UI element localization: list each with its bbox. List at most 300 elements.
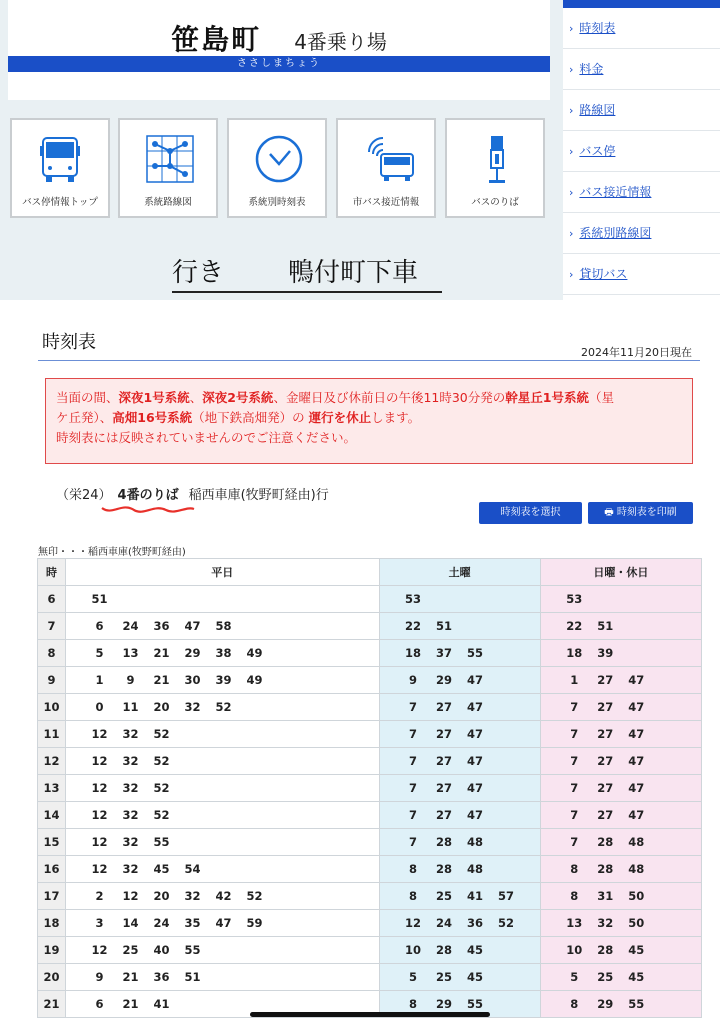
saturday-minutes-cell [379, 694, 540, 721]
clock-icon [254, 134, 304, 186]
notice-route: 幹星丘1号系統 [505, 390, 589, 405]
weekday-minutes-cell [66, 829, 379, 856]
menu-item-label: 時刻表 [579, 21, 616, 35]
departure-minute: 8 [408, 862, 417, 876]
departure-minute: 27 [597, 700, 614, 714]
departure-minute: 12 [91, 808, 108, 822]
legend-note: 無印・・・稲西車庫(牧野町経由) [38, 547, 186, 558]
departure-minute: 51 [435, 619, 452, 633]
departure-minute: 55 [628, 997, 645, 1011]
printer-icon: 🖶 [604, 507, 617, 518]
saturday-minutes-cell [379, 640, 540, 667]
departure-minute: 25 [435, 889, 452, 903]
print-timetable-button[interactable] [588, 502, 693, 524]
tile-label: 市バス接近情報 [352, 197, 420, 208]
menu-item-label: 貸切バス [579, 267, 628, 281]
departure-minute: 52 [153, 727, 170, 741]
departure-minute: 6 [95, 619, 104, 633]
departure-minute: 50 [628, 889, 645, 903]
departure-minute: 40 [153, 943, 170, 957]
menu-item-route-map[interactable] [563, 90, 720, 131]
departure-minute: 47 [466, 754, 483, 768]
departure-minute: 20 [153, 700, 170, 714]
bus-front-icon [37, 134, 83, 186]
departure-minute: 12 [404, 916, 421, 930]
bus-approach-icon [363, 134, 419, 186]
departure-minute: 7 [408, 754, 417, 768]
holiday-minutes-cell [540, 856, 701, 883]
departure-minute: 22 [566, 619, 583, 633]
route-code: （栄24） [56, 488, 112, 503]
departure-minute: 54 [184, 862, 201, 876]
departure-minute: 28 [435, 943, 452, 957]
notice-emphasis: 運行を休止 [308, 410, 372, 425]
chevron-right-icon: › [569, 145, 574, 158]
departure-minute: 32 [597, 916, 614, 930]
weekday-minutes-cell [66, 775, 379, 802]
departure-minute: 45 [466, 970, 483, 984]
departure-minute: 32 [184, 889, 201, 903]
departure-minute: 32 [122, 835, 139, 849]
departure-minute: 41 [153, 997, 170, 1011]
hour-cell: 6 [38, 586, 66, 613]
chevron-right-icon: › [569, 186, 574, 199]
departure-minute: 52 [497, 916, 514, 930]
departure-minute: 48 [628, 862, 645, 876]
table-row [38, 775, 702, 802]
chevron-right-icon: › [569, 268, 574, 281]
holiday-minutes-cell [540, 667, 701, 694]
departure-minute: 48 [466, 835, 483, 849]
departure-minute: 29 [597, 997, 614, 1011]
departure-minute: 39 [215, 673, 232, 687]
holiday-minutes-cell [540, 991, 701, 1018]
departure-minute: 53 [566, 592, 583, 606]
hour-cell: 17 [38, 883, 66, 910]
table-row [38, 856, 702, 883]
saturday-minutes-cell [379, 937, 540, 964]
departure-minute: 48 [466, 862, 483, 876]
departure-minute: 55 [184, 943, 201, 957]
departure-minute: 8 [408, 889, 417, 903]
departure-minute: 12 [91, 727, 108, 741]
departure-minute: 12 [122, 889, 139, 903]
departure-minute: 12 [91, 754, 108, 768]
table-row [38, 721, 702, 748]
departure-minute: 38 [215, 646, 232, 660]
departure-minute: 47 [628, 700, 645, 714]
departure-minute: 12 [91, 862, 108, 876]
hour-cell: 10 [38, 694, 66, 721]
departure-minute: 7 [408, 727, 417, 741]
departure-minute: 7 [408, 781, 417, 795]
holiday-minutes-cell [540, 964, 701, 991]
chevron-right-icon: › [569, 104, 574, 117]
notice-route: 深夜1号系統 [118, 390, 190, 405]
departure-minute: 47 [466, 727, 483, 741]
weekday-minutes-cell [66, 721, 379, 748]
departure-minute: 2 [95, 889, 104, 903]
table-row [38, 829, 702, 856]
hour-cell: 14 [38, 802, 66, 829]
departure-minute: 7 [570, 754, 579, 768]
hour-cell: 12 [38, 748, 66, 775]
menu-item-label: 路線図 [579, 103, 616, 117]
departure-minute: 27 [435, 754, 452, 768]
table-row [38, 613, 702, 640]
departure-minute: 27 [597, 727, 614, 741]
departure-minute: 21 [153, 646, 170, 660]
departure-minute: 21 [122, 970, 139, 984]
departure-minute: 9 [95, 970, 104, 984]
departure-minute: 27 [435, 808, 452, 822]
departure-minute: 51 [597, 619, 614, 633]
holiday-minutes-cell [540, 721, 701, 748]
departure-minute: 1 [95, 673, 104, 687]
departure-minute: 27 [435, 727, 452, 741]
weekday-minutes-cell [66, 667, 379, 694]
menu-item-label: 料金 [579, 62, 604, 76]
departure-minute: 7 [408, 808, 417, 822]
holiday-header: 日曜・休日 [540, 559, 701, 586]
departure-minute: 10 [404, 943, 421, 957]
weekday-minutes-cell [66, 964, 379, 991]
departure-minute: 31 [597, 889, 614, 903]
departure-minute: 51 [91, 592, 108, 606]
departure-minute: 36 [153, 619, 170, 633]
departure-minute: 51 [184, 970, 201, 984]
departure-minute: 6 [95, 997, 104, 1011]
holiday-minutes-cell [540, 910, 701, 937]
departure-minute: 25 [597, 970, 614, 984]
departure-minute: 27 [597, 781, 614, 795]
hour-cell: 13 [38, 775, 66, 802]
saturday-minutes-cell [379, 586, 540, 613]
departure-minute: 45 [466, 943, 483, 957]
departure-minute: 28 [597, 862, 614, 876]
saturday-header: 土曜 [379, 559, 540, 586]
holiday-minutes-cell [540, 775, 701, 802]
departure-minute: 42 [215, 889, 232, 903]
saturday-minutes-cell [379, 856, 540, 883]
tile-line-timetable[interactable] [227, 118, 327, 218]
select-timetable-button[interactable]: 時刻表を選択 [479, 502, 582, 524]
home-indicator [250, 1012, 490, 1017]
departure-minute: 5 [408, 970, 417, 984]
menu-item-label: 系統別路線図 [579, 226, 652, 240]
tile-label: 系統路線図 [144, 197, 192, 208]
holiday-minutes-cell [540, 694, 701, 721]
departure-minute: 47 [466, 781, 483, 795]
departure-minute: 30 [184, 673, 201, 687]
departure-minute: 22 [404, 619, 421, 633]
departure-minute: 14 [122, 916, 139, 930]
stop-name: 笹島町 [171, 23, 262, 56]
holiday-minutes-cell [540, 829, 701, 856]
route-map-icon [145, 134, 195, 186]
weekday-minutes-cell [66, 613, 379, 640]
departure-minute: 11 [122, 700, 139, 714]
notice-text: 、 [189, 390, 203, 405]
saturday-minutes-cell [379, 613, 540, 640]
route-platform: 4番のりば [117, 488, 179, 503]
departure-minute: 27 [597, 754, 614, 768]
hour-cell: 9 [38, 667, 66, 694]
holiday-minutes-cell [540, 802, 701, 829]
departure-minute: 7 [408, 700, 417, 714]
departure-minute: 24 [153, 916, 170, 930]
departure-minute: 45 [153, 862, 170, 876]
departure-minute: 24 [122, 619, 139, 633]
departure-minute: 9 [408, 673, 417, 687]
side-menu [563, 0, 720, 300]
departure-minute: 47 [628, 808, 645, 822]
holiday-minutes-cell [540, 586, 701, 613]
departure-minute: 47 [628, 781, 645, 795]
bus-pole-icon [472, 134, 522, 186]
tile-bus-platform[interactable] [445, 118, 545, 218]
saturday-minutes-cell [379, 775, 540, 802]
departure-minute: 47 [628, 673, 645, 687]
hour-cell: 15 [38, 829, 66, 856]
departure-minute: 13 [566, 916, 583, 930]
departure-minute: 52 [153, 808, 170, 822]
departure-minute: 18 [566, 646, 583, 660]
departure-minute: 27 [435, 781, 452, 795]
departure-minute: 27 [597, 673, 614, 687]
departure-minute: 47 [215, 916, 232, 930]
departure-minute: 20 [153, 889, 170, 903]
menu-item-charter-bus[interactable] [563, 254, 720, 295]
departure-minute: 12 [91, 835, 108, 849]
departure-minute: 37 [435, 646, 452, 660]
alight-stop: 鴨付町下車 [288, 258, 419, 288]
departure-minute: 24 [435, 916, 452, 930]
weekday-minutes-cell [66, 910, 379, 937]
departure-minute: 32 [122, 727, 139, 741]
notice-text: 時刻表には反映されていませんのでご注意ください。 [56, 430, 357, 445]
departure-minute: 8 [570, 889, 579, 903]
tile-bus-stop-top[interactable] [10, 118, 110, 218]
departure-minute: 7 [570, 781, 579, 795]
departure-minute: 7 [570, 835, 579, 849]
notice-text: します。 [371, 410, 421, 425]
departure-minute: 53 [404, 592, 421, 606]
table-row [38, 640, 702, 667]
departure-minute: 47 [628, 754, 645, 768]
table-row [38, 586, 702, 613]
weekday-minutes-cell [66, 883, 379, 910]
departure-minute: 8 [570, 862, 579, 876]
departure-minute: 47 [466, 673, 483, 687]
departure-minute: 8 [570, 997, 579, 1011]
hour-cell: 20 [38, 964, 66, 991]
tile-bus-approach[interactable] [336, 118, 436, 218]
saturday-minutes-cell [379, 748, 540, 775]
departure-minute: 57 [497, 889, 514, 903]
hour-header: 時 [38, 559, 66, 586]
weekday-minutes-cell [66, 748, 379, 775]
departure-minute: 7 [570, 700, 579, 714]
hour-cell: 18 [38, 910, 66, 937]
table-row [38, 883, 702, 910]
print-button-label: 時刻表を印刷 [616, 507, 677, 518]
menu-top-bar [563, 0, 720, 8]
saturday-minutes-cell [379, 910, 540, 937]
departure-minute: 45 [628, 943, 645, 957]
hour-cell: 19 [38, 937, 66, 964]
departure-minute: 7 [570, 808, 579, 822]
notice-route: 深夜2号系統 [202, 390, 274, 405]
weekday-minutes-cell [66, 937, 379, 964]
departure-minute: 7 [570, 727, 579, 741]
weekday-minutes-cell [66, 586, 379, 613]
table-row [38, 937, 702, 964]
departure-minute: 32 [184, 700, 201, 714]
departure-minute: 47 [466, 808, 483, 822]
weekday-header: 平日 [66, 559, 379, 586]
tile-label: 系統別時刻表 [248, 197, 306, 208]
divider [38, 360, 700, 361]
departure-minute: 10 [566, 943, 583, 957]
table-row [38, 667, 702, 694]
departure-minute: 50 [628, 916, 645, 930]
tile-label: バス停情報トップ [22, 197, 98, 208]
table-row [38, 910, 702, 937]
red-underline-annotation [100, 500, 196, 516]
timetable-table [37, 558, 702, 1018]
menu-item-line-route-map[interactable] [563, 213, 720, 254]
menu-item-timetable[interactable] [563, 8, 720, 49]
tile-route-map[interactable] [118, 118, 218, 218]
saturday-minutes-cell [379, 667, 540, 694]
departure-minute: 35 [184, 916, 201, 930]
departure-minute: 28 [435, 862, 452, 876]
table-row [38, 694, 702, 721]
departure-minute: 18 [404, 646, 421, 660]
chevron-right-icon: › [569, 63, 574, 76]
stop-kana: ささしまちょう [8, 56, 550, 72]
holiday-minutes-cell [540, 613, 701, 640]
hour-cell: 7 [38, 613, 66, 640]
holiday-minutes-cell [540, 937, 701, 964]
timetable-body [38, 586, 702, 1018]
weekday-minutes-cell [66, 694, 379, 721]
departure-minute: 32 [122, 808, 139, 822]
menu-item-fare[interactable] [563, 49, 720, 90]
menu-item-bus-approach[interactable] [563, 172, 720, 213]
notice-route: 高畑16号系統 [112, 410, 193, 425]
departure-minute: 52 [215, 700, 232, 714]
notice-text: ケ丘発）、 [56, 410, 113, 425]
departure-minute: 41 [466, 889, 483, 903]
menu-item-label: バス停 [579, 144, 616, 158]
service-notice [45, 378, 693, 464]
departure-minute: 27 [435, 700, 452, 714]
hour-cell: 16 [38, 856, 66, 883]
departure-minute: 49 [246, 646, 263, 660]
holiday-minutes-cell [540, 748, 701, 775]
departure-minute: 9 [126, 673, 135, 687]
weekday-minutes-cell [66, 802, 379, 829]
notice-text: 当面の間、 [56, 390, 119, 405]
departure-minute: 39 [597, 646, 614, 660]
stop-header [8, 0, 550, 100]
saturday-minutes-cell [379, 964, 540, 991]
weekday-minutes-cell [66, 640, 379, 667]
departure-minute: 27 [597, 808, 614, 822]
departure-minute: 21 [122, 997, 139, 1011]
menu-item-bus-stop[interactable] [563, 131, 720, 172]
table-row [38, 748, 702, 775]
departure-minute: 28 [435, 835, 452, 849]
as-of-date: 2024年11月20日現在 [581, 346, 692, 359]
notice-text: 、金曜日及び休前日の午後11時30分発の [273, 390, 506, 405]
chevron-right-icon: › [569, 22, 574, 35]
table-row [38, 802, 702, 829]
departure-minute: 36 [153, 970, 170, 984]
departure-minute: 5 [95, 646, 104, 660]
page-title: 時刻表 [42, 332, 96, 353]
departure-minute: 21 [153, 673, 170, 687]
departure-minute: 59 [246, 916, 263, 930]
departure-minute: 0 [95, 700, 104, 714]
departure-minute: 12 [91, 943, 108, 957]
departure-minute: 1 [570, 673, 579, 687]
departure-minute: 55 [466, 646, 483, 660]
chevron-right-icon: › [569, 227, 574, 240]
departure-minute: 55 [466, 997, 483, 1011]
direction-suffix: 行き [172, 258, 225, 288]
departure-minute: 52 [246, 889, 263, 903]
departure-minute: 47 [466, 700, 483, 714]
menu-item-label: バス接近情報 [579, 185, 652, 199]
departure-minute: 13 [122, 646, 139, 660]
departure-minute: 47 [184, 619, 201, 633]
notice-text: （星 [588, 390, 614, 405]
hour-cell: 21 [38, 991, 66, 1018]
table-row [38, 964, 702, 991]
holiday-minutes-cell [540, 883, 701, 910]
direction-heading [172, 252, 442, 293]
departure-minute: 49 [246, 673, 263, 687]
departure-minute: 29 [184, 646, 201, 660]
saturday-minutes-cell [379, 883, 540, 910]
departure-minute: 12 [91, 781, 108, 795]
departure-minute: 25 [122, 943, 139, 957]
departure-minute: 45 [628, 970, 645, 984]
departure-minute: 32 [122, 754, 139, 768]
departure-minute: 32 [122, 781, 139, 795]
notice-text: （地下鉄高畑発）の [192, 410, 309, 425]
weekday-minutes-cell [66, 856, 379, 883]
departure-minute: 55 [153, 835, 170, 849]
departure-minute: 36 [466, 916, 483, 930]
departure-minute: 58 [215, 619, 232, 633]
saturday-minutes-cell [379, 802, 540, 829]
departure-minute: 8 [408, 997, 417, 1011]
route-destination: 稲西車庫(牧野町経由)行 [188, 488, 329, 503]
holiday-minutes-cell [540, 640, 701, 667]
departure-minute: 25 [435, 970, 452, 984]
departure-minute: 32 [122, 862, 139, 876]
departure-minute: 5 [570, 970, 579, 984]
departure-minute: 52 [153, 754, 170, 768]
hour-cell: 11 [38, 721, 66, 748]
saturday-minutes-cell [379, 721, 540, 748]
platform-label: 4番乗り場 [294, 30, 387, 54]
departure-minute: 48 [628, 835, 645, 849]
